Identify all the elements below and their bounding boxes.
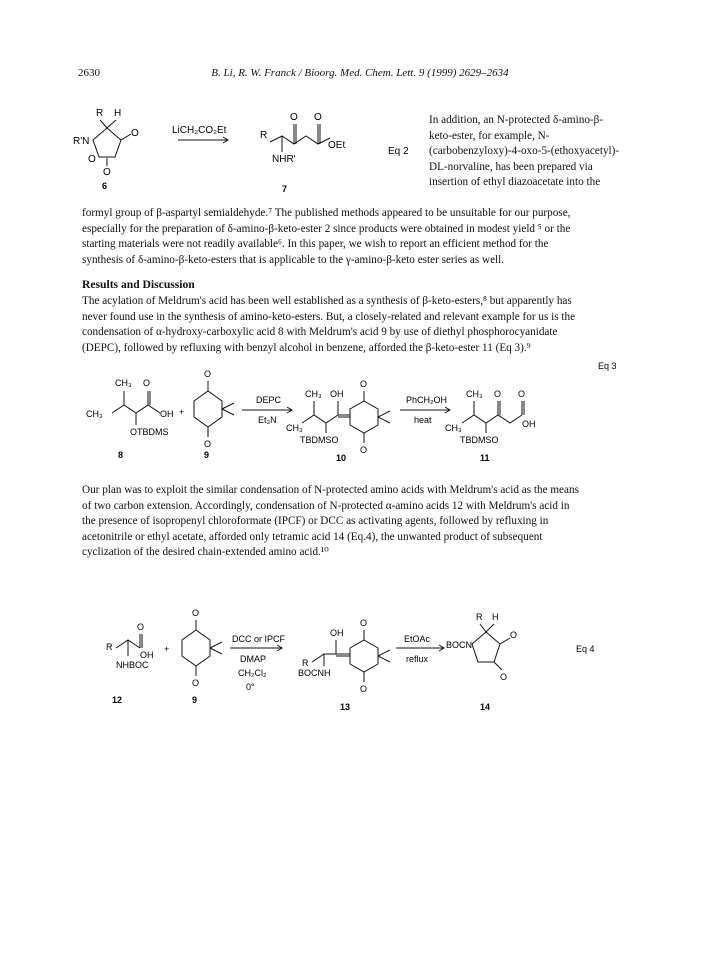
text-line: condensation of α-hydroxy-carboxylic acid 8 with Meldrum's acid 9 by use of diethyl phosphorocyanidate [82, 326, 558, 339]
plus-sign: + [164, 644, 170, 654]
atom-CH3: CH₃ [115, 378, 132, 388]
atom-OH: OH [330, 628, 344, 638]
reagent-PhCH2OH: PhCH₂OH [406, 395, 448, 405]
text-line: (carbobenzyloxy)-4-oxo-5-(ethoxyacetyl)- [429, 145, 620, 158]
atom-O: O [204, 369, 212, 379]
atom-CH3: CH₃ [86, 409, 103, 419]
atom-R: R [302, 658, 309, 668]
intro-right-column [429, 113, 640, 191]
compound-12: 12 [112, 695, 123, 705]
text-line: the presence of isopropenyl chloroformate (IPCF) or DCC as activating agents, followed by refluxing in [82, 515, 549, 528]
atom-O: O [360, 618, 368, 628]
atom-R: R [476, 612, 483, 622]
text-line: DL-norvaline, has been prepared via [429, 160, 593, 173]
compound-7: 7 [282, 184, 288, 194]
compound-8: 8 [118, 450, 124, 460]
atom-NHBOC: NHBOC [116, 660, 149, 670]
atom-BOCNH: BOCNH [298, 668, 331, 678]
text-line: In addition, an N-protected δ-amino-β- [429, 114, 604, 126]
compound-6: 6 [102, 181, 108, 191]
eq4-label: Eq 4 [576, 644, 595, 654]
text-line: formyl group of β-aspartyl semialdehyde.⁷ The published methods appeared to be unsuitable for our purpose, [82, 207, 571, 219]
atom-O: O [204, 439, 212, 449]
atom-OEt: OEt [328, 140, 346, 151]
reagent-reflux: reflux [406, 654, 429, 664]
text-line: of two carbon extension. Accordingly, condensation of N-protected α-amino acids 12 with Meldrum's acid in [82, 499, 570, 512]
text-line: synthesis of δ-amino-β-keto-esters that is applicable to the γ-amino-β-keto ester series as well. [82, 253, 505, 266]
atom-O: O [360, 379, 368, 389]
atom-OTBDMS: OTBDMS [130, 427, 169, 437]
compound-11: 11 [480, 453, 490, 463]
text-line: (DEPC), followed by refluxing with benzyl alcohol in benzene, afforded the β-keto-ester 11 (Eq 3).⁹ [82, 341, 531, 354]
reagent-CH2Cl2: CH₂Cl₂ [238, 668, 267, 678]
atom-O: O [314, 112, 322, 123]
atom-R: R [106, 642, 113, 652]
intro-paragraph [82, 206, 640, 268]
ring-6 [93, 128, 121, 157]
reagent-EtOAc: EtOAc [404, 634, 431, 644]
results-paragraph [82, 294, 640, 356]
scheme-eq4 [0, 600, 720, 730]
text-line: cyclization of the desired chain-extended amino acid.¹⁰ [82, 546, 329, 559]
atom-O: O [500, 672, 508, 682]
atom-O: O [518, 389, 526, 399]
section-title: Results and Discussion [82, 278, 195, 291]
reagent-eq2: LiCH₂CO₂Et [172, 125, 227, 136]
atom-OH: OH [522, 419, 536, 429]
atom-OH: OH [140, 650, 154, 660]
atom-CH3: CH₃ [305, 389, 322, 399]
compound-13: 13 [340, 702, 351, 712]
plan-paragraph [82, 483, 640, 561]
atom-CH3: CH₃ [466, 389, 483, 399]
atom-TBDMSO: TBDMSO [460, 435, 499, 445]
atom-O: O [360, 445, 368, 455]
atom-R: R [96, 108, 104, 119]
atom-O: O [103, 167, 111, 178]
atom-O: O [137, 622, 145, 632]
eq2-label: Eq 2 [388, 146, 409, 157]
compound-9: 9 [192, 695, 198, 705]
text-line: Our plan was to exploit the similar condensation of N-protected amino acids with Meldrum's acid as the means [82, 484, 579, 496]
atom-O: O [494, 389, 502, 399]
text-line: acetonitrile or ethyl acetate, afforded only tetramic acid 14 (Eq.4), the unwanted product of subsequent [82, 530, 543, 543]
reagent-Et3N: Et₃N [258, 415, 277, 425]
running-title: B. Li, R. W. Franck / Bioorg. Med. Chem. Lett. 9 (1999) 2629–2634 [211, 67, 509, 79]
atom-TBDMSO: TBDMSO [300, 435, 339, 445]
atom-BOCN: BOCN [446, 640, 473, 650]
scheme-eq2 [0, 100, 420, 200]
atom-NHR: NHR' [272, 154, 296, 165]
compound-14: 14 [480, 702, 491, 712]
reagent-DEPC: DEPC [256, 395, 282, 405]
text-line: never found use in the synthesis of amino-keto-esters. But, a closely-related and relevant example for us is the [82, 310, 576, 323]
eq3-label: Eq 3 [598, 361, 617, 371]
text-line: especially for the preparation of δ-amino-β-keto-ester 2 since products were obtained in modest yield ⁵ or the [82, 222, 571, 235]
atom-OH: OH [160, 409, 174, 419]
atom-H: H [114, 108, 122, 119]
plus-sign: + [179, 407, 185, 417]
atom-R: R [260, 130, 268, 141]
atom-O: O [143, 378, 151, 388]
reagent-DCC-IPCF: DCC or IPCF [232, 634, 286, 644]
text-line: keto-ester, for example, N- [429, 129, 550, 142]
atom-H: H [492, 612, 499, 622]
atom-O: O [360, 684, 368, 694]
atom-CH3: CH₃ [286, 423, 303, 433]
text-line: The acylation of Meldrum's acid has been well established as a synthesis of β-keto-esters,⁸ but apparently has [82, 295, 572, 307]
compound-10: 10 [336, 453, 347, 463]
scheme-eq3 [0, 355, 720, 465]
atom-O: O [510, 630, 518, 640]
atom-O: O [88, 154, 96, 165]
atom-CH3: CH₃ [445, 423, 462, 433]
atom-OH: OH [330, 389, 344, 399]
atom-O: O [192, 608, 200, 618]
compound-9: 9 [204, 450, 210, 460]
reagent-temp: 0° [246, 682, 255, 692]
page-number: 2630 [78, 67, 100, 79]
text-line: starting materials were not readily available⁶. In this paper, we wish to report an efficient method for the [82, 238, 549, 251]
atom-RN: R'N [73, 136, 90, 147]
atom-O: O [290, 112, 298, 123]
reagent-DMAP: DMAP [240, 654, 267, 664]
text-line: insertion of ethyl diazoacetate into the [429, 176, 601, 189]
atom-O: O [131, 128, 139, 139]
atom-O: O [192, 678, 200, 688]
reagent-heat: heat [414, 415, 432, 425]
